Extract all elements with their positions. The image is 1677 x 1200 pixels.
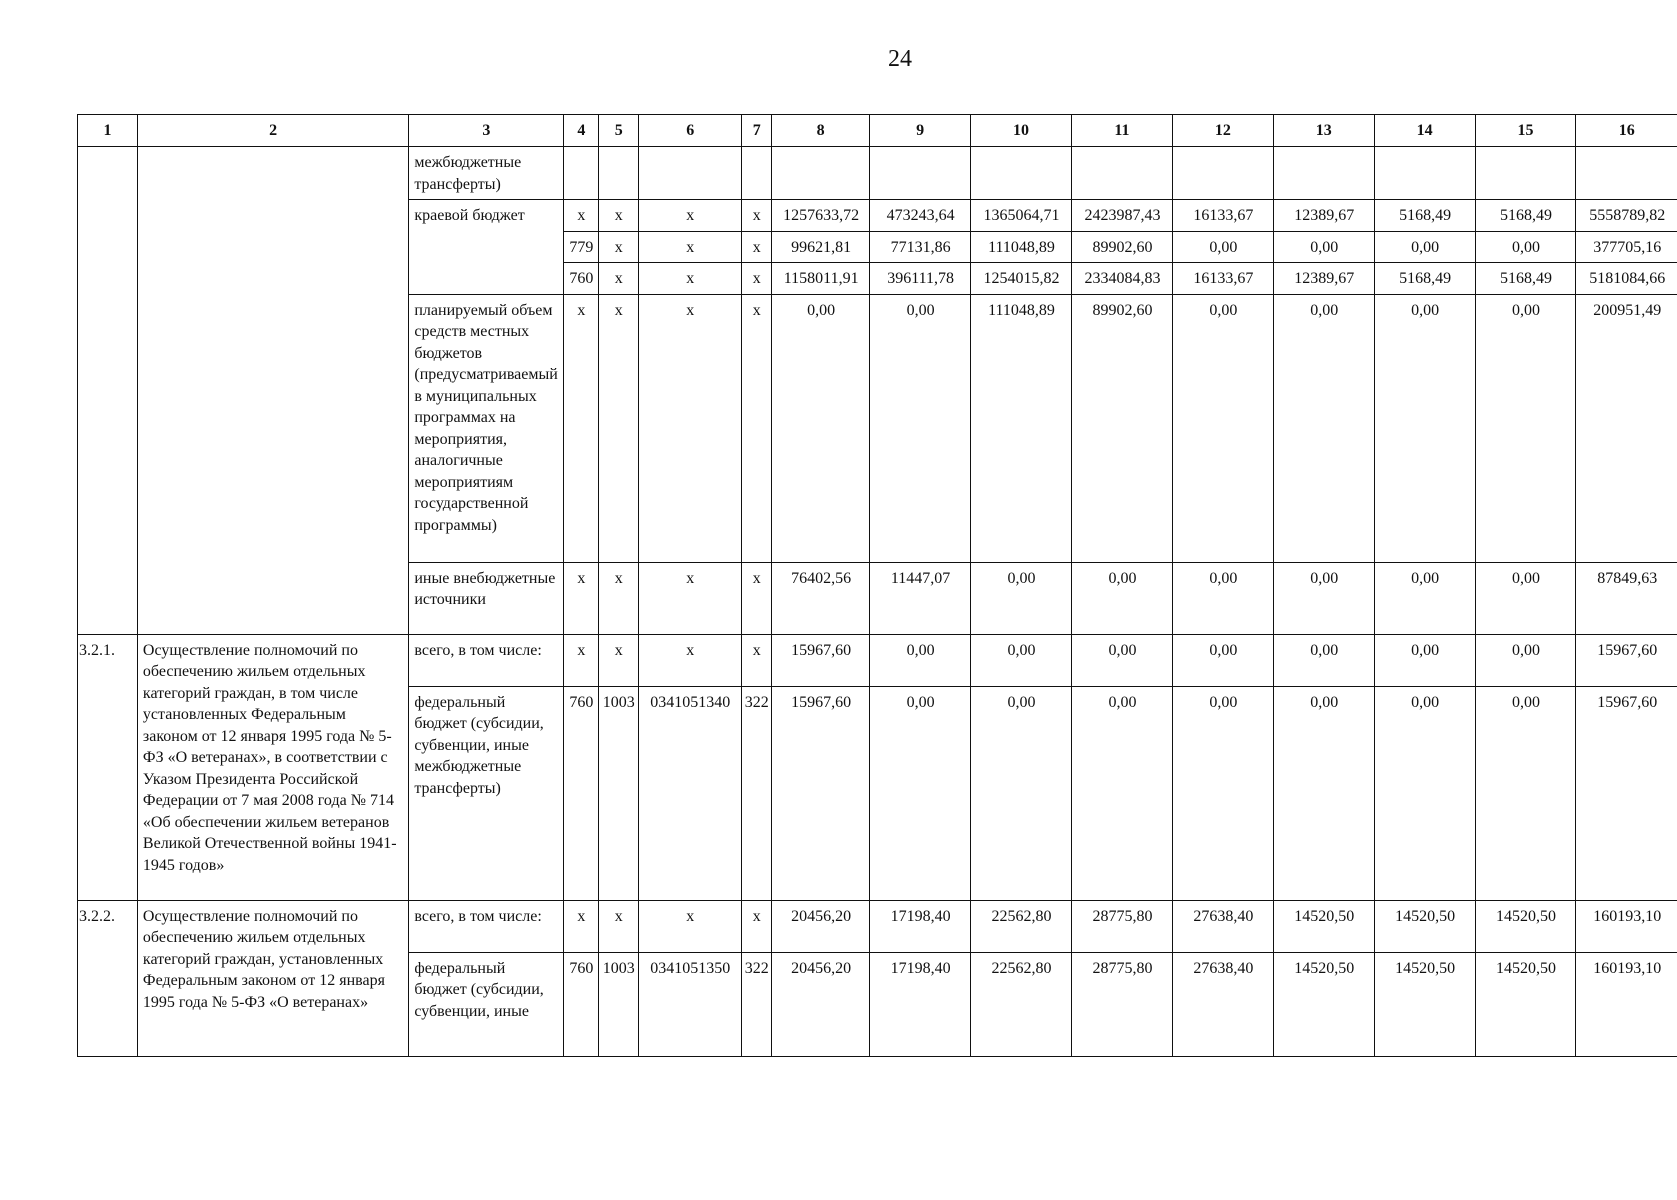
- amount-cell: 0,00: [971, 562, 1072, 634]
- column-header: 16: [1576, 115, 1677, 147]
- source-label: иные внебюджетные источники: [409, 562, 564, 634]
- amount-cell: 15967,60: [772, 686, 870, 900]
- code-cell: x: [599, 900, 639, 952]
- amount-cell: 12389,67: [1273, 263, 1374, 295]
- amount-cell: 99621,81: [772, 231, 870, 263]
- code-cell: [564, 147, 599, 200]
- column-header: 10: [971, 115, 1072, 147]
- code-cell: x: [599, 231, 639, 263]
- amount-cell: 111048,89: [971, 231, 1072, 263]
- code-cell: x: [599, 294, 639, 562]
- item-title: Осуществление полномочий по обеспечению жильем отдельных категорий граждан, в том числе установленных Федеральным законом от 12 января 1995 года № 5-ФЗ «О ветеранах», в соответствии с Указом Президента Российской Федерации от 7 мая 2008 года № 714 «Об обеспечении жильем ветеранов Великой Отечественной войны 1941-1945 годов»: [137, 634, 408, 900]
- amount-cell: 0,00: [1273, 686, 1374, 900]
- amount-cell: 0,00: [1374, 686, 1475, 900]
- amount-cell: 12389,67: [1273, 200, 1374, 232]
- code-cell: x: [742, 231, 772, 263]
- amount-cell: 5168,49: [1475, 200, 1576, 232]
- code-cell: x: [564, 634, 599, 686]
- table-row: [78, 147, 1677, 200]
- amount-cell: 5181084,66: [1576, 263, 1677, 295]
- item-code: 3.2.1.: [78, 634, 138, 900]
- page-number: 24: [888, 46, 912, 72]
- amount-cell: 15967,60: [772, 634, 870, 686]
- code-cell: x: [639, 200, 742, 232]
- source-label: всего, в том числе:: [409, 900, 564, 952]
- amount-cell: 28775,80: [1071, 952, 1172, 1056]
- amount-cell: 111048,89: [971, 294, 1072, 562]
- code-cell: x: [639, 263, 742, 295]
- source-label: планируемый объем средств местных бюджетов (предусматриваемый в муниципальных программах на мероприятия, аналогичные мероприятиям государственной программы): [409, 294, 564, 562]
- source-label: всего, в том числе:: [409, 634, 564, 686]
- amount-cell: 5168,49: [1475, 263, 1576, 295]
- amount-cell: 1254015,82: [971, 263, 1072, 295]
- amount-cell: 0,00: [1172, 231, 1273, 263]
- code-cell: x: [564, 900, 599, 952]
- column-header: 11: [1071, 115, 1172, 147]
- code-cell: 0341051350: [639, 952, 742, 1056]
- code-cell: x: [639, 231, 742, 263]
- amount-cell: 0,00: [971, 686, 1072, 900]
- code-cell: x: [564, 200, 599, 232]
- column-header: 1: [78, 115, 138, 147]
- code-cell: x: [742, 900, 772, 952]
- code-cell: x: [742, 200, 772, 232]
- amount-cell: 0,00: [772, 294, 870, 562]
- column-header: 8: [772, 115, 870, 147]
- amount-cell: 0,00: [1071, 562, 1172, 634]
- code-cell: x: [742, 562, 772, 634]
- amount-cell: 0,00: [1071, 686, 1172, 900]
- code-cell: x: [639, 294, 742, 562]
- amount-cell: 396111,78: [870, 263, 971, 295]
- column-header: 15: [1475, 115, 1576, 147]
- amount-cell: 5558789,82: [1576, 200, 1677, 232]
- amount-cell: 160193,10: [1576, 900, 1677, 952]
- amount-cell: 5168,49: [1374, 263, 1475, 295]
- amount-cell: 200951,49: [1576, 294, 1677, 562]
- source-label: федеральный бюджет (субсидии, субвенции, иные межбюджетные трансферты): [409, 686, 564, 900]
- budget-table: [77, 114, 1677, 1057]
- amount-cell: 28775,80: [1071, 900, 1172, 952]
- amount-cell: 27638,40: [1172, 900, 1273, 952]
- amount-cell: 87849,63: [1576, 562, 1677, 634]
- code-cell: [639, 147, 742, 200]
- amount-cell: 89902,60: [1071, 231, 1172, 263]
- amount-cell: 0,00: [870, 294, 971, 562]
- code-cell: 1003: [599, 686, 639, 900]
- amount-cell: 0,00: [1475, 686, 1576, 900]
- amount-cell: 14520,50: [1273, 952, 1374, 1056]
- amount-cell: 2334084,83: [1071, 263, 1172, 295]
- code-cell: x: [639, 562, 742, 634]
- amount-cell: 14520,50: [1273, 900, 1374, 952]
- amount-cell: 20456,20: [772, 900, 870, 952]
- column-header: 4: [564, 115, 599, 147]
- table-row: [78, 900, 1677, 952]
- amount-cell: 0,00: [1475, 231, 1576, 263]
- amount-cell: 0,00: [1374, 634, 1475, 686]
- code-cell: x: [639, 634, 742, 686]
- amount-cell: 2423987,43: [1071, 200, 1172, 232]
- code-cell: 0341051340: [639, 686, 742, 900]
- amount-cell: 0,00: [1172, 634, 1273, 686]
- amount-cell: 0,00: [971, 634, 1072, 686]
- code-cell: 779: [564, 231, 599, 263]
- amount-cell: 20456,20: [772, 952, 870, 1056]
- amount-cell: [1273, 147, 1374, 200]
- amount-cell: 0,00: [1374, 294, 1475, 562]
- amount-cell: 11447,07: [870, 562, 971, 634]
- code-cell: x: [742, 294, 772, 562]
- amount-cell: 1257633,72: [772, 200, 870, 232]
- amount-cell: 160193,10: [1576, 952, 1677, 1056]
- amount-cell: [1071, 147, 1172, 200]
- column-header: 14: [1374, 115, 1475, 147]
- code-cell: [599, 147, 639, 200]
- amount-cell: 15967,60: [1576, 686, 1677, 900]
- amount-cell: 0,00: [870, 634, 971, 686]
- column-header: 3: [409, 115, 564, 147]
- code-cell: x: [564, 294, 599, 562]
- code-cell: x: [639, 900, 742, 952]
- amount-cell: 1158011,91: [772, 263, 870, 295]
- amount-cell: [772, 147, 870, 200]
- amount-cell: [1374, 147, 1475, 200]
- amount-cell: 22562,80: [971, 900, 1072, 952]
- amount-cell: 473243,64: [870, 200, 971, 232]
- code-cell: x: [742, 634, 772, 686]
- amount-cell: 14520,50: [1374, 900, 1475, 952]
- amount-cell: 27638,40: [1172, 952, 1273, 1056]
- amount-cell: 89902,60: [1071, 294, 1172, 562]
- source-label: межбюджетные трансферты): [409, 147, 564, 200]
- amount-cell: 0,00: [1273, 634, 1374, 686]
- code-cell: [742, 147, 772, 200]
- code-cell: x: [599, 562, 639, 634]
- amount-cell: 0,00: [1172, 686, 1273, 900]
- amount-cell: [971, 147, 1072, 200]
- amount-cell: 22562,80: [971, 952, 1072, 1056]
- amount-cell: 76402,56: [772, 562, 870, 634]
- code-cell: x: [599, 634, 639, 686]
- amount-cell: 16133,67: [1172, 263, 1273, 295]
- amount-cell: 0,00: [1475, 562, 1576, 634]
- amount-cell: [870, 147, 971, 200]
- amount-cell: 1365064,71: [971, 200, 1072, 232]
- code-cell: 760: [564, 686, 599, 900]
- amount-cell: 0,00: [870, 686, 971, 900]
- amount-cell: 0,00: [1374, 562, 1475, 634]
- amount-cell: 17198,40: [870, 952, 971, 1056]
- amount-cell: 0,00: [1273, 562, 1374, 634]
- amount-cell: 77131,86: [870, 231, 971, 263]
- item-title: Осуществление полномочий по обеспечению жильем отдельных категорий граждан, установленных Федеральным законом от 12 января 1995 года № 5-ФЗ «О ветеранах»: [137, 900, 408, 1056]
- amount-cell: 5168,49: [1374, 200, 1475, 232]
- amount-cell: 17198,40: [870, 900, 971, 952]
- column-header: 6: [639, 115, 742, 147]
- column-header: 13: [1273, 115, 1374, 147]
- amount-cell: [1576, 147, 1677, 200]
- amount-cell: 14520,50: [1374, 952, 1475, 1056]
- amount-cell: 0,00: [1273, 294, 1374, 562]
- item-title-cell: [137, 147, 408, 635]
- code-cell: 760: [564, 263, 599, 295]
- code-cell: 760: [564, 952, 599, 1056]
- amount-cell: 0,00: [1172, 562, 1273, 634]
- item-code: 3.2.2.: [78, 900, 138, 1056]
- amount-cell: 377705,16: [1576, 231, 1677, 263]
- column-header: 9: [870, 115, 971, 147]
- code-cell: x: [742, 263, 772, 295]
- column-header: 2: [137, 115, 408, 147]
- item-code-cell: [78, 147, 138, 635]
- amount-cell: 0,00: [1475, 294, 1576, 562]
- source-label: федеральный бюджет (субсидии, субвенции, иные: [409, 952, 564, 1056]
- amount-cell: 0,00: [1475, 634, 1576, 686]
- code-cell: x: [564, 562, 599, 634]
- amount-cell: 15967,60: [1576, 634, 1677, 686]
- amount-cell: 14520,50: [1475, 952, 1576, 1056]
- column-header: 5: [599, 115, 639, 147]
- amount-cell: 16133,67: [1172, 200, 1273, 232]
- table-row: [78, 634, 1677, 686]
- code-cell: x: [599, 263, 639, 295]
- code-cell: 322: [742, 952, 772, 1056]
- amount-cell: [1172, 147, 1273, 200]
- code-cell: x: [599, 200, 639, 232]
- amount-cell: 0,00: [1172, 294, 1273, 562]
- column-header: 7: [742, 115, 772, 147]
- amount-cell: [1475, 147, 1576, 200]
- column-header: 12: [1172, 115, 1273, 147]
- code-cell: 1003: [599, 952, 639, 1056]
- amount-cell: 0,00: [1273, 231, 1374, 263]
- code-cell: 322: [742, 686, 772, 900]
- amount-cell: 14520,50: [1475, 900, 1576, 952]
- header-row: [78, 115, 1677, 147]
- source-label: краевой бюджет: [409, 200, 564, 295]
- amount-cell: 0,00: [1374, 231, 1475, 263]
- amount-cell: 0,00: [1071, 634, 1172, 686]
